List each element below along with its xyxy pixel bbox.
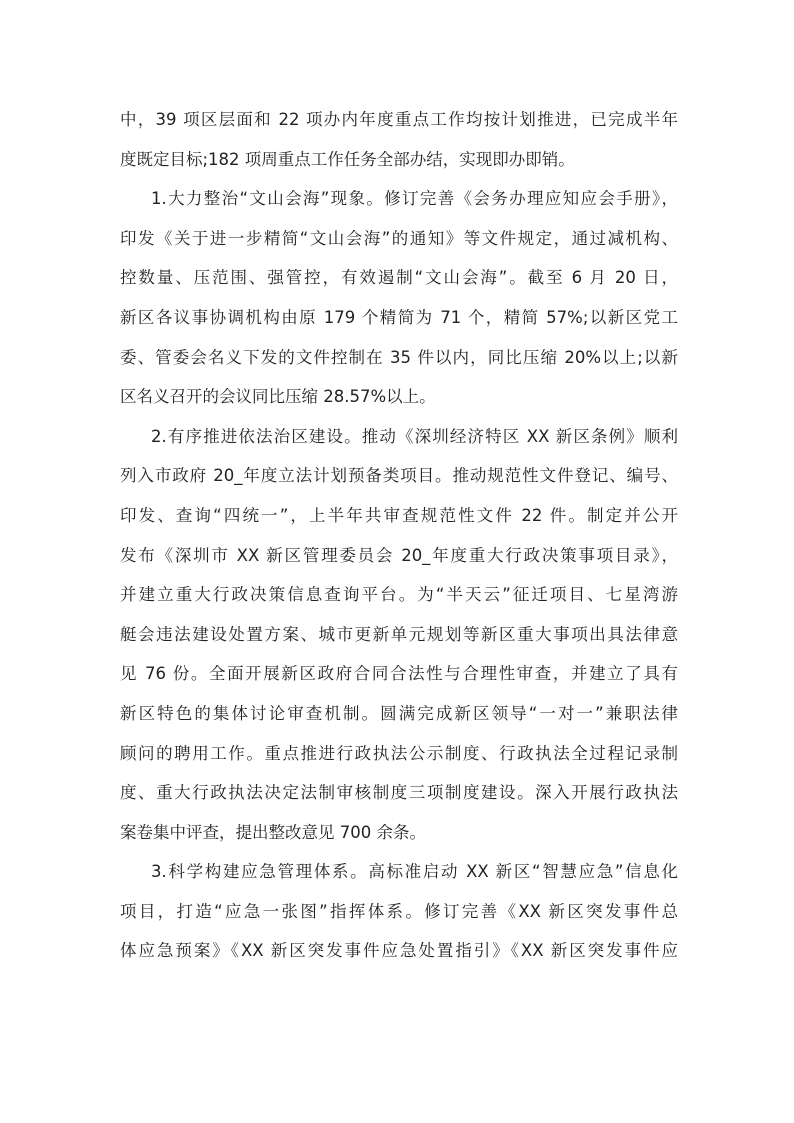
text-line: 新区各议事协调机构由原 179 个精简为 71 个，精简 57%;以新区党工 (120, 307, 678, 327)
text-line: 印发、查询“四统一”，上半年共审查规范性文件 22 件。制定并公开 (120, 505, 678, 525)
text-line: 控数量、压范围、强管控，有效遏制“文山会海”。截至 6 月 20 日， (120, 268, 678, 288)
text-line: 度、重大行政执法决定法制审核制度三项制度建设。深入开展行政执法 (120, 783, 678, 803)
text-line: 委、管委会名义下发的文件控制在 35 件以内，同比压缩 20%以上;以新 (120, 347, 678, 367)
text-line: 案卷集中评查，提出整改意见 700 余条。 (120, 822, 426, 842)
text-line: 艇会违法建设处置方案、城市更新单元规划等新区重大事项出具法律意 (120, 624, 678, 644)
text-line: 并建立重大行政决策信息查询平台。为“半天云”征迁项目、七星湾游 (120, 585, 678, 605)
text-line: 新区特色的集体讨论审查机制。圆满完成新区领导“一对一”兼职法律 (120, 703, 678, 723)
text-line: 见 76 份。全面开展新区政府合同合法性与合理性审查，并建立了具有 (120, 664, 678, 684)
document-body (120, 100, 678, 971)
text-line: 体应急预案》《XX 新区突发事件应急处置指引》《XX 新区突发事件应 (120, 941, 678, 961)
paragraph-3-heading-line: 3.科学构建应急管理体系。高标准启动 XX 新区“智慧应急”信息化 (151, 862, 678, 882)
text-line: 顾问的聘用工作。重点推进行政执法公示制度、行政执法全过程记录制 (120, 743, 678, 763)
paragraph-2-heading-line: 2.有序推进依法治区建设。推动《深圳经济特区 XX 新区条例》顺利 (151, 426, 678, 446)
text-line: 中，39 项区层面和 22 项办内年度重点工作均按计划推进，已完成半年 (120, 110, 678, 129)
text-line: 印发《关于进一步精简“文山会海”的通知》等文件规定，通过减机构、 (120, 228, 678, 248)
text-line: 发布《深圳市 XX 新区管理委员会 20_年度重大行政决策事项目录》， (120, 545, 678, 565)
text-line: 区名义召开的会议同比压缩 28.57%以上。 (120, 387, 436, 407)
text-line: 项目，打造“应急一张图”指挥体系。修订完善《XX 新区突发事件总 (120, 901, 678, 921)
paragraph-1-heading-line: 1.大力整治“文山会海”现象。修订完善《会务办理应知应会手册》， (151, 189, 678, 209)
text-line: 列入市政府 20_年度立法计划预备类项目。推动规范性文件登记、编号、 (120, 466, 678, 486)
text-line: 度既定目标;182 项周重点工作任务全部办结，实现即办即销。 (120, 149, 575, 169)
